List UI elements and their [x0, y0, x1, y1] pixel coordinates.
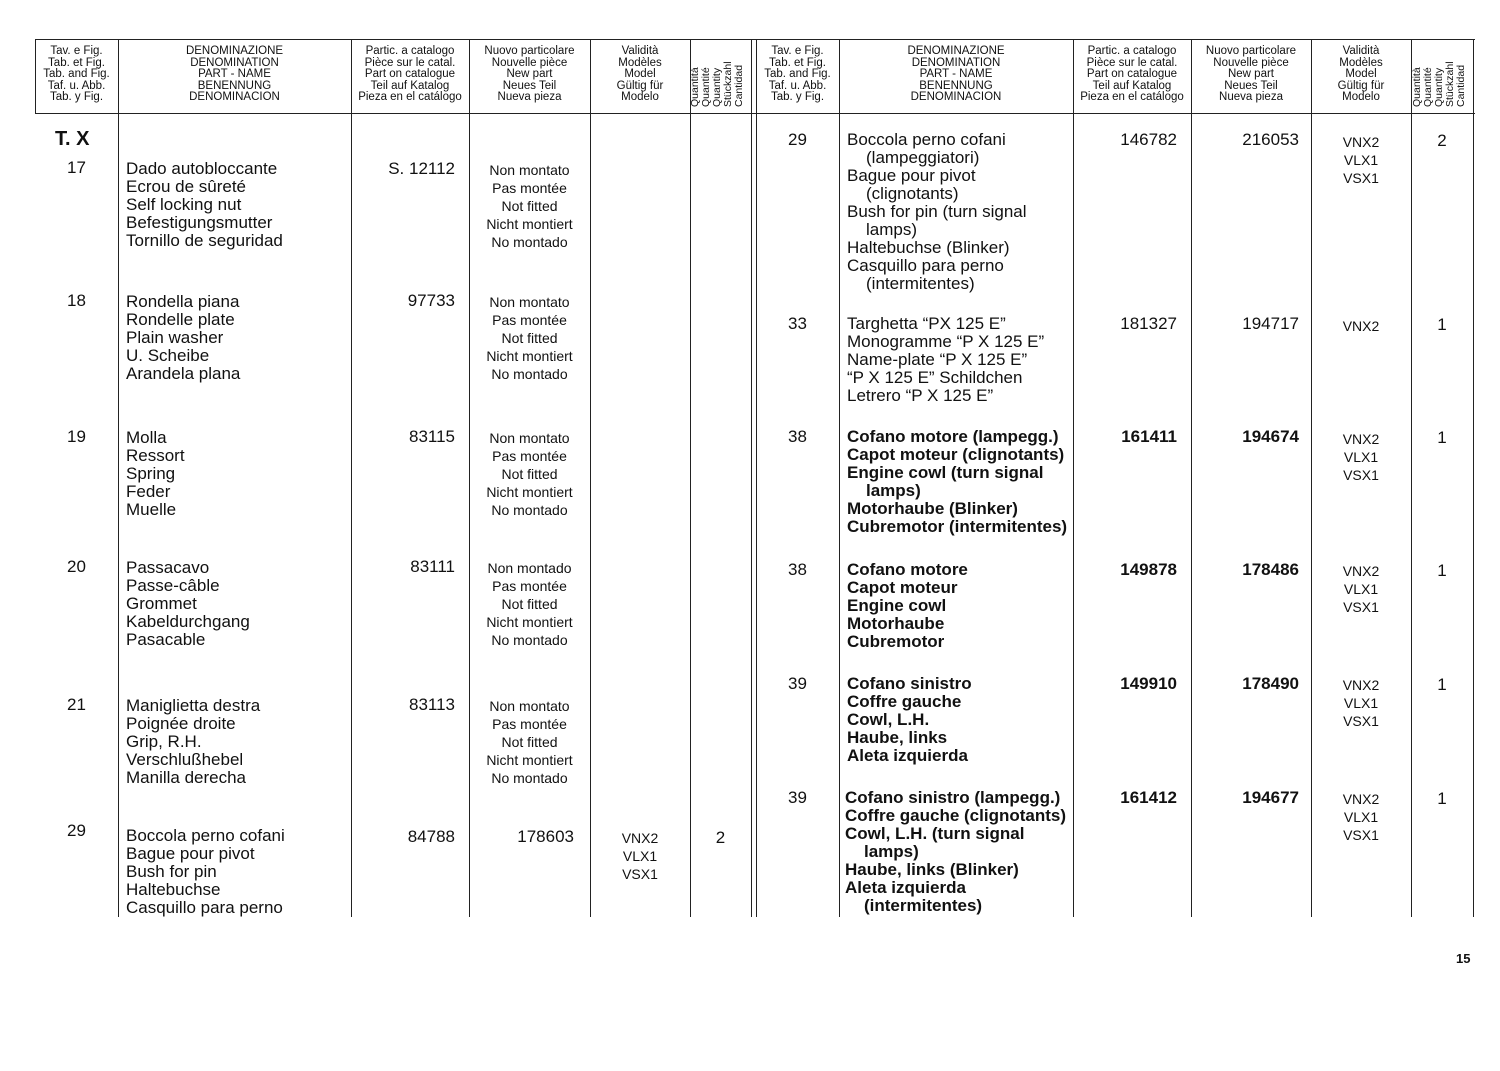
- header-new-part: Nuovo particolare Nouvelle pièce New part Neues Teil Nueva pieza: [484, 45, 575, 103]
- catalog-part: 161412: [1120, 788, 1177, 807]
- center-divider: [756, 39, 757, 917]
- new-part: Non montado Pas montée Not fitted Nicht montiert No montado: [486, 560, 573, 648]
- part-names: Boccola perno cofani (lampeggiatori) Bague pour pivot (clignotants) Bush for pin (turn signal lamps) Haltebuchse (Blinker) Casquillo para perno (intermitentes): [847, 130, 1027, 293]
- header-catalog-part: Partic. a catalogo Pièce sur le catal. Part on catalogue Teil auf Katalog Pieza en el catálogo: [1080, 45, 1184, 103]
- part-names: Cofano motore Capot moteur Engine cowl Motorhaube Cubremotor: [847, 560, 968, 651]
- col-divider: [590, 39, 591, 917]
- top-rule: [35, 39, 1475, 40]
- new-part: 178603: [517, 827, 574, 846]
- quantity: 2: [1437, 131, 1447, 150]
- models: VNX2 VLX1 VSX1: [1342, 431, 1380, 483]
- page-number: 15: [1456, 951, 1471, 966]
- quantity: 2: [715, 828, 726, 847]
- catalog-part: 83113: [408, 695, 455, 714]
- new-part: 178490: [1242, 674, 1299, 693]
- ref-number: 29: [67, 821, 86, 840]
- part-names: Cofano sinistro (lampegg.) Coffre gauche (clignotants) Cowl, L.H. (turn signal lamps) Haube, links (Blinker) Aleta izquierda (intermitentes): [845, 788, 1067, 915]
- header-tav: Tav. e Fig. Tab. et Fig. Tab. and Fig. Taf. u. Abb. Tab. y Fig.: [43, 45, 110, 103]
- catalog-part: 83111: [410, 557, 455, 576]
- new-part: 216053: [1242, 130, 1299, 149]
- col-divider: [1473, 39, 1474, 917]
- models: VNX2 VLX1 VSX1: [1342, 791, 1380, 843]
- catalog-part: 149878: [1120, 560, 1177, 579]
- header-tav: Tav. e Fig. Tab. et Fig. Tab. and Fig. Taf. u. Abb. Tab. y Fig.: [764, 45, 831, 103]
- ref-number: 39: [788, 674, 807, 693]
- col-divider: [1073, 39, 1074, 917]
- section-label: T. X: [55, 128, 90, 150]
- ref-number: 17: [67, 158, 86, 177]
- quantity: 1: [1437, 675, 1447, 694]
- header-denomination: DENOMINAZIONE DENOMINATION PART - NAME BENENNUNG DENOMINACION: [907, 45, 1005, 103]
- part-names: Boccola perno cofani Bague pour pivot Bush for pin Haltebuchse Casquillo para perno: [126, 826, 285, 917]
- ref-number: 38: [788, 560, 807, 579]
- ref-number: 20: [67, 557, 86, 576]
- part-names: Dado autobloccante Ecrou de sûreté Self locking nut Befestigungsmutter Tornillo de seguridad: [126, 159, 283, 250]
- header-validity: Validità Modèles Model Gültig für Modelo: [616, 45, 664, 103]
- catalog-part: 83115: [408, 427, 455, 446]
- catalog-part: 161411: [1121, 427, 1177, 446]
- ref-number: 33: [788, 314, 807, 333]
- ref-number: 21: [67, 695, 86, 714]
- center-divider: [751, 39, 752, 917]
- quantity: 1: [1437, 315, 1447, 334]
- new-part: Non montato Pas montée Not fitted Nicht montiert No montado: [486, 430, 573, 518]
- header-catalog-part: Partic. a catalogo Pièce sur le catal. Part on catalogue Teil auf Katalog Pieza en el catálogo: [358, 45, 462, 103]
- new-part: 178486: [1242, 560, 1299, 579]
- part-names: Maniglietta destra Poignée droite Grip, R.H. Verschlußhebel Manilla derecha: [126, 696, 261, 787]
- quantity: 1: [1437, 789, 1447, 808]
- new-part: Non montato Pas montée Not fitted Nicht montiert No montado: [486, 698, 573, 786]
- models: VNX2 VLX1 VSX1: [621, 830, 659, 882]
- part-names: Targhetta “PX 125 E” Monogramme “P X 125 E” Name-plate “P X 125 E” “P X 125 E” Schildchen Letrero “P X 125 E”: [847, 314, 1045, 405]
- part-names: Rondella piana Rondelle plate Plain washer U. Scheibe Arandela plana: [126, 292, 241, 383]
- catalog-page: Tav. e Fig. Tab. et Fig. Tab. and Fig. Taf. u. Abb. Tab. y Fig. DENOMINAZIONE DENOMINATION PART - NAME BENENNUNG DENOMINACION Partic. a catalogo Pièce sur le catal. Part on catalogue Teil auf Katalog Pieza en el catálogo Nuovo particolare Nouvelle pièce New part Neues Teil Nueva pieza Validità Modèles Model Gültig für Modelo Quantità Quantité Quantity Stückzahl Cantidad Tav. e Fig. Tab. et Fig. Tab. and Fig. Taf. u. Abb. Tab. y Fig. DENOMINAZIONE DENOMINATION PART - NAME BENENNUNG DENOMINACION Partic. a catalogo Pièce sur le catal. Part on catalogue Teil auf Katalog Pieza en el catálogo Nuovo particolare Nouvelle pièce New part Neues Teil Nueva pieza Validità Modèles Model Gültig für Modelo Quantità Quantité Quantity Stückzahl Cantidad T. X 17 Dado autobloccante Ecrou de sûreté Self locking nut Befestigungsmutter Tornillo de seguridad S. 12112 Non montato Pas montée Not fitted Nicht montiert No montado 18 Rondella piana Rondelle plate Plain washer U. Scheibe Arandela plana 97733 Non montato Pas montée Not fitted Nicht montiert No montado 19 Molla Ressort Spring Feder Muelle 83115 Non montato Pas montée Not fitted Nicht montiert No montado 20 Passacavo Passe-câble Grommet Kabeldurchgang Pasacable 83111 Non montado Pas montée Not fitted Nicht montiert No montado 21 Maniglietta destra Poignée droite Grip, R.H. Verschlußhebel Manilla derecha 83113 Non montato Pas montée Not fitted Nicht montiert No montado 29 Boccola perno cofani Bague pour pivot Bush for pin Haltebuchse Casquillo para perno 84788 178603 VNX2 VLX1 VSX1 2 29 Boccola perno cofani (lampeggiatori) Bague pour pivot (clignotants) Bush for pin (turn signal lamps) Haltebuchse (Blinker) Casquillo para perno (intermitentes) 146782 216053 VNX2 VLX1 VSX1 2 33 Targhetta “PX 125 E” Monogramme “P X 125 E” Name-plate “P X 125 E” “P X 125 E” Schildchen Letrero “P X 125 E” 181327 194717 VNX2 1 38 Cofano motore (lampegg.) Capot moteur (clignotants) Engine cowl (turn signal lamps) Motorhaube (Blinker) Cubremotor (intermitentes) 161411 194674 VNX2 VLX1 VSX1 1 38 Cofano motore Capot moteur Engine cowl Motorhaube Cubremotor 149878 178486 VNX2 VLX1 VSX1 1 39 Cofano sinistro Coffre gauche Cowl, L.H. Haube, links Aleta izquierda 149910 178490 VNX2 VLX1 VSX1 1 39 Cofano sinistro (lampegg.) Coffre gauche (clignotants) Cowl, L.H. (turn signal lamps) Haube, links (Blinker) Aleta izquierda (intermitentes) 161412 194677 VNX2 VLX1 VSX1 1 15: [0, 0, 1500, 1071]
- new-part: Non montato Pas montée Not fitted Nicht montiert No montado: [486, 162, 573, 250]
- col-divider: [1191, 39, 1192, 917]
- quantity: 1: [1437, 428, 1447, 447]
- new-part: 194674: [1242, 427, 1299, 446]
- new-part: 194717: [1242, 314, 1299, 333]
- new-part: Non montato Pas montée Not fitted Nicht montiert No montado: [486, 294, 573, 382]
- ref-number: 39: [788, 788, 807, 807]
- part-names: Passacavo Passe-câble Grommet Kabeldurchgang Pasacable: [126, 558, 250, 649]
- new-part: 194677: [1242, 788, 1299, 807]
- header-new-part: Nuovo particolare Nouvelle pièce New part Neues Teil Nueva pieza: [1205, 45, 1297, 103]
- catalog-part: S. 12112: [388, 159, 455, 178]
- header-validity: Validità Modèles Model Gültig für Modelo: [1337, 45, 1385, 103]
- models: VNX2: [1342, 318, 1380, 334]
- models: VNX2 VLX1 VSX1: [1342, 563, 1380, 615]
- part-names: Cofano motore (lampegg.) Capot moteur (clignotants) Engine cowl (turn signal lamps) Motorhaube (Blinker) Cubremotor (intermitentes): [847, 427, 1068, 536]
- models: VNX2 VLX1 VSX1: [1342, 134, 1380, 186]
- ref-number: 18: [67, 291, 86, 310]
- ref-number: 19: [67, 427, 86, 446]
- col-divider: [1411, 39, 1412, 917]
- col-divider: [118, 39, 119, 917]
- ref-number: 38: [788, 427, 807, 446]
- part-names: Molla Ressort Spring Feder Muelle: [126, 428, 185, 519]
- catalog-part: 181327: [1120, 314, 1177, 333]
- quantity: 1: [1437, 561, 1447, 580]
- catalog-part: 84788: [407, 827, 455, 846]
- catalog-part: 97733: [407, 291, 455, 310]
- ref-number: 29: [788, 130, 807, 149]
- catalog-part: 149910: [1120, 674, 1177, 693]
- header-rule: [35, 113, 1475, 114]
- models: VNX2 VLX1 VSX1: [1342, 677, 1380, 729]
- part-names: Cofano sinistro Coffre gauche Cowl, L.H. Haube, links Aleta izquierda: [847, 674, 972, 765]
- col-divider: [839, 39, 840, 917]
- catalog-part: 146782: [1120, 130, 1177, 149]
- header-denomination: DENOMINAZIONE DENOMINATION PART - NAME BENENNUNG DENOMINACION: [185, 45, 284, 103]
- col-divider: [690, 39, 691, 917]
